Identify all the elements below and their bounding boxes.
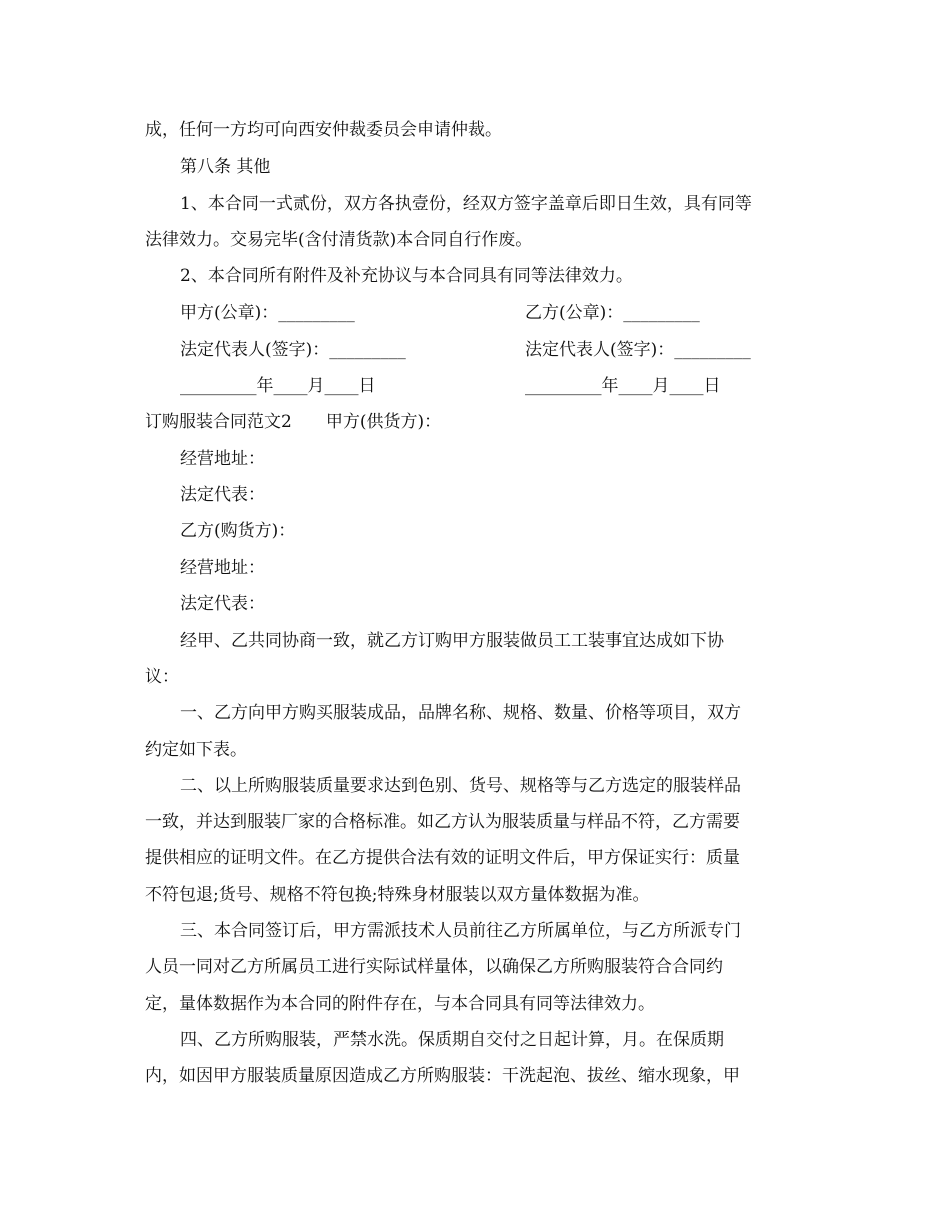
text-line: 定，量体数据作为本合同的附件存在，与本合同具有同等法律效力。 [145, 994, 655, 1014]
party-a-rep-field: 法定代表人(签字)：_________ [180, 340, 406, 360]
party-b-rep-field: 法定代表人(签字)：_________ [525, 340, 751, 360]
text-line: 经营地址： [180, 449, 265, 469]
text-line: 二、以上所购服装质量要求达到色别、货号、规格等与乙方选定的服装样品 [180, 776, 741, 796]
text-line: 议： [145, 667, 179, 687]
party-b-date-field: _________年____月____日 [525, 376, 721, 396]
text-line: 2、本合同所有附件及补充协议与本合同具有同等法律效力。 [180, 266, 633, 286]
party-a-seal-field: 甲方(公章)：_________ [180, 303, 355, 323]
text-line: 一致，并达到服装厂家的合格标准。如乙方认为服装质量与样品不符，乙方需要 [145, 812, 740, 832]
text-line: 1、本合同一式贰份，双方各执壹份，经双方签字盖章后即日生效，具有同等 [180, 194, 752, 214]
text-line: 法律效力。交易完毕(含付清货款)本合同自行作废。 [145, 230, 533, 250]
text-line: 提供相应的证明文件。在乙方提供合法有效的证明文件后，甲方保证实行：质量 [145, 848, 740, 868]
text-line: 人员一同对乙方所属员工进行实际试样量体，以确保乙方所购服装符合合同约 [145, 957, 723, 977]
text-line: 法定代表： [180, 485, 265, 505]
text-line: 乙方(购货方)： [180, 521, 296, 541]
text-line: 法定代表： [180, 594, 265, 614]
text-line: 三、本合同签订后，甲方需派技术人员前往乙方所属单位，与乙方所派专门 [180, 921, 741, 941]
text-line: 约定如下表。 [145, 740, 247, 760]
text-line: 经营地址： [180, 558, 265, 578]
party-b-seal-field: 乙方(公章)：_________ [525, 303, 700, 323]
text-line: 不符包退;货号、规格不符包换;特殊身材服装以双方量体数据为准。 [145, 885, 650, 905]
text-line: 成，任何一方均可向西安仲裁委员会申请仲裁。 [145, 120, 502, 140]
section-heading: 第八条 其他 [180, 157, 271, 177]
party-a-date-field: _________年____月____日 [180, 376, 376, 396]
text-line: 内，如因甲方服装质量原因造成乙方所购服装：干洗起泡、拔丝、缩水现象，甲 [145, 1066, 740, 1086]
document-title: 订购服装合同范文2 甲方(供货方)： [145, 412, 442, 432]
text-line: 四、乙方所购服装，严禁水洗。保质期自交付之日起计算，月。在保质期 [180, 1030, 724, 1050]
text-line: 经甲、乙共同协商一致，就乙方订购甲方服装做员工工装事宜达成如下协 [180, 631, 724, 651]
text-line: 一、乙方向甲方购买服装成品，品牌名称、规格、数量、价格等项目，双方 [180, 703, 741, 723]
